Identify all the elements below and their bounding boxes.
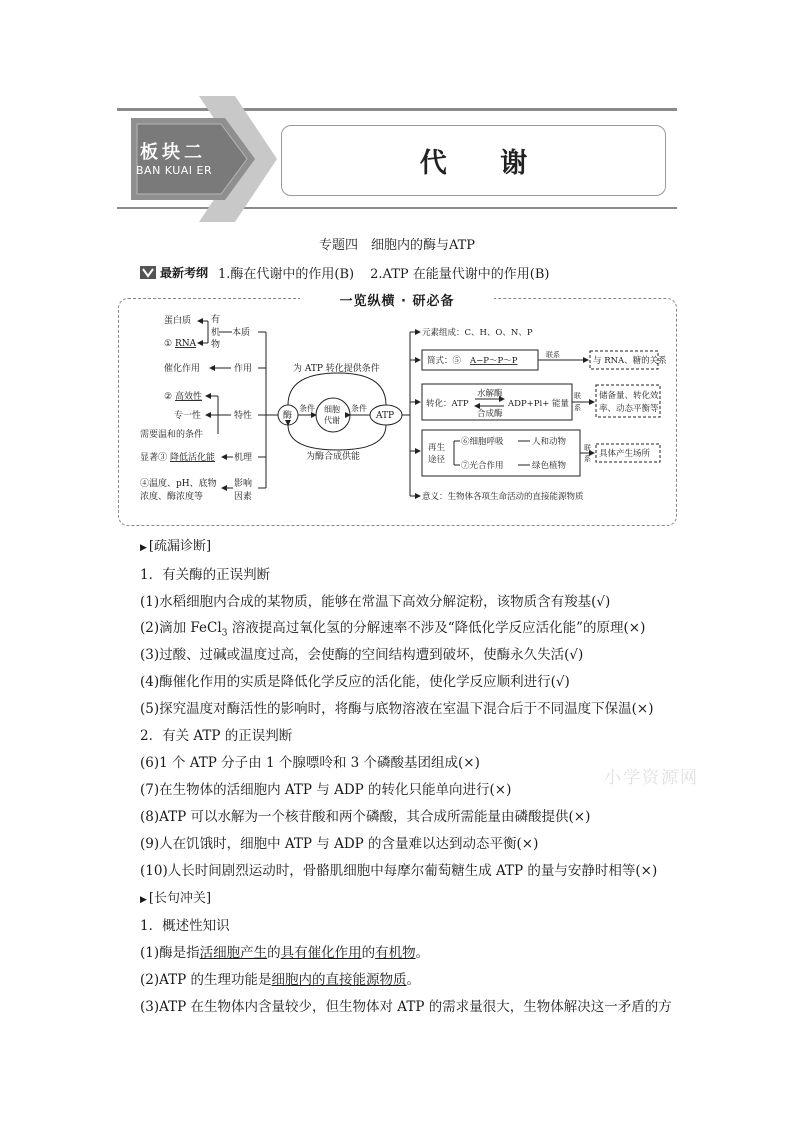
node-factor-1: ④温度、pH、底物: [140, 479, 217, 489]
knowledge-3: (3)ATP 在生物体内含量较少，但生物体对 ATP 的需求量很大，生物体解决这一矛盾的方: [140, 999, 672, 1015]
node-rna-num: ①: [164, 339, 173, 349]
node-resp-org: 人和动物: [532, 437, 567, 447]
question-8: (8)ATP 可以水解为一个核苷酸和两个磷酸，其合成所需能量由磷酸提供(×): [140, 809, 591, 825]
heading-overview: 1．概述性知识: [140, 918, 230, 934]
question-3: (3)过酸、过碱或温度过高，会使酶的空间结构遭到破坏，使酶永久失活(√): [140, 647, 584, 663]
node-high-eff: 高效性: [175, 392, 203, 402]
node-factor-r2: 因素: [234, 492, 253, 502]
link-2b: 系: [574, 404, 581, 412]
relation-2b: 率、动态平衡等: [599, 404, 659, 414]
question-10: (10)人长时间剧烈运动时，骨骼肌细胞中每摩尔葡萄糖生成 ATP 的量与安静时相等(×): [140, 863, 658, 879]
question-2: (2)滴加 FeCl$_3$ 溶液提高过氧化氢的分解速率不涉及“降低化学反应活化能”的原理(×): [140, 620, 646, 639]
node-formula-label: 简式：⑤: [427, 356, 462, 366]
node-rna: RNA: [175, 339, 197, 349]
concept-map-title: 一览纵横 · 研必备: [300, 290, 494, 306]
node-conv-bottom: 合成酶: [477, 409, 503, 419]
node-cell-1: 细胞: [324, 405, 340, 414]
exam-outline-label: 最新考纲: [160, 266, 209, 280]
question-1: (1)水稻细胞内合成的某物质，能够在常温下高效分解淀粉，该物质含有羧基(√): [140, 594, 611, 610]
relation-3: 具体产生场所: [599, 449, 651, 459]
watermark: 小学资源网: [604, 768, 699, 788]
node-cell-2: 代谢: [324, 416, 340, 425]
node-photo-org: 绿色植物: [532, 461, 567, 471]
chapter-title: 代 谢: [419, 148, 550, 179]
relation-1: 与 RNA、糖的关系: [593, 356, 667, 366]
question-9: (9)人在饥饿时，细胞中 ATP 与 ADP 的含量难以达到动态平衡(×): [140, 836, 539, 852]
node-condition-right: 条件: [351, 404, 367, 413]
node-photo: ⑦光合作用: [461, 461, 504, 471]
node-elements: 元素组成：C、H、O、N、P: [422, 328, 533, 338]
node-resp: ⑥细胞呼吸: [461, 437, 504, 447]
node-enzyme: 酶: [283, 411, 293, 421]
link-3b: 系: [584, 455, 591, 463]
topic-title: 专题四 细胞内的酶与ATP: [318, 238, 476, 253]
node-property: 特性: [234, 411, 253, 421]
node-meaning: 意义：生物体各项生命活动的直接能源物质: [422, 492, 584, 502]
chapter-title-box: [281, 125, 666, 196]
link-2a: 联: [574, 392, 581, 400]
question-4: (4)酶催化作用的实质是降低化学反应的活化能，使化学反应顺利进行(√): [140, 674, 570, 690]
knowledge-1: (1)酶是指活细胞产生的具有催化作用的有机物。: [140, 945, 430, 961]
node-regen-1: 再生: [428, 443, 446, 453]
node-protein: 蛋白质: [164, 316, 192, 326]
node-organic-3: 物: [211, 340, 221, 350]
label-top: 为 ATP 转化提供条件: [293, 364, 380, 374]
node-mechanism: 机理: [234, 453, 253, 463]
node-condition-left: 条件: [299, 404, 315, 413]
node-sig-prefix: 显著③: [140, 453, 168, 463]
relation-2a: 储备量、转化效: [599, 391, 659, 401]
exam-item: 2.ATP 在能量代谢中的作用(B): [370, 267, 550, 282]
concept-map: [118, 298, 675, 524]
heading-atp: 2．有关 ATP 的正误判断: [140, 728, 293, 744]
exam-outline-icon: [140, 266, 156, 279]
label-bottom: 为酶合成供能: [306, 452, 361, 462]
node-essence: 本质: [232, 328, 251, 338]
node-high-eff-num: ②: [164, 392, 173, 402]
exam-item: 1.酶在代谢中的作用(B): [218, 267, 355, 282]
exam-outline-row: [140, 263, 549, 282]
question-5: (5)探究温度对酶活性的影响时，将酶与底物溶液在室温下混合后于不同温度下保温(×): [140, 701, 654, 717]
block-pinyin: BAN KUAI ER: [136, 164, 213, 177]
node-organic-2: 机: [211, 328, 221, 338]
heading-enzyme: 1．有关酶的正误判断: [140, 567, 271, 583]
node-function: 作用: [234, 364, 253, 374]
link-3a: 联: [584, 444, 591, 452]
node-catalysis: 催化作用: [164, 364, 201, 374]
knowledge-2: (2)ATP 的生理功能是细胞内的直接能源物质。: [140, 972, 421, 988]
node-organic-1: 有: [211, 315, 221, 325]
node-conv-label: 转化：ATP: [426, 399, 469, 409]
question-7: (7)在生物体的活细胞内 ATP 与 ADP 的转化只能单向进行(×): [140, 782, 512, 798]
node-mild: 需要温和的条件: [140, 430, 204, 440]
diagnosis-tag: ▶ [疏漏诊断]: [140, 539, 212, 554]
node-regen-2: 途径: [428, 455, 446, 465]
node-formula: A−P～P～P: [470, 356, 518, 366]
link-1: 联系: [546, 351, 560, 359]
block-label: 板块二: [140, 142, 206, 163]
node-conv-right: ADP+Pi+ 能量: [508, 399, 570, 409]
question-6: (6)1 个 ATP 分子由 1 个腺嘌呤和 3 个磷酸基团组成(×): [140, 755, 480, 771]
node-sig: 降低活化能: [170, 453, 216, 463]
long-sentence-tag: ▶ [长句冲关]: [140, 891, 212, 906]
node-factor-2: 浓度、酶浓度等: [140, 492, 204, 502]
node-conv-top: 水解酶: [477, 389, 503, 399]
node-factor-r1: 影响: [234, 479, 253, 489]
node-atp: ATP: [376, 411, 395, 421]
node-specific: 专一性: [174, 411, 202, 421]
